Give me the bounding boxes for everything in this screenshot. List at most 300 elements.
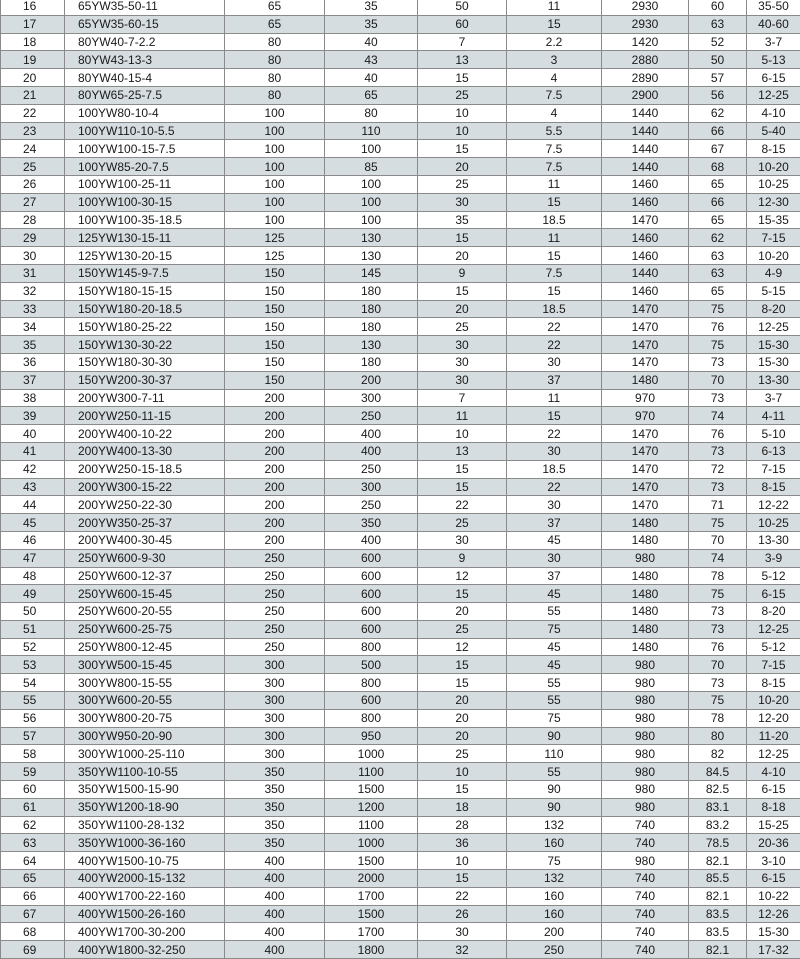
power-cell: 30 xyxy=(507,549,602,567)
efficiency-cell: 82.1 xyxy=(689,852,747,870)
row-number: 57 xyxy=(1,727,65,745)
head-cell: 20 xyxy=(418,709,507,727)
efficiency-cell: 70 xyxy=(689,371,747,389)
row-number: 28 xyxy=(1,211,65,229)
head-cell: 10 xyxy=(418,104,507,122)
power-cell: 110 xyxy=(507,745,602,763)
range-cell: 35-50 xyxy=(747,0,800,15)
speed-cell: 1470 xyxy=(602,318,689,336)
table-row xyxy=(1,442,800,460)
head-cell: 7 xyxy=(418,33,507,51)
head-cell: 50 xyxy=(418,0,507,15)
efficiency-cell: 83.1 xyxy=(689,798,747,816)
range-cell: 6-15 xyxy=(747,781,800,799)
table-row xyxy=(1,674,800,692)
head-cell: 15 xyxy=(418,870,507,888)
table-row xyxy=(1,104,800,122)
speed-cell: 1470 xyxy=(602,496,689,514)
model-cell: 125YW130-15-11 xyxy=(65,229,225,247)
model-cell: 150YW130-30-22 xyxy=(65,336,225,354)
power-cell: 11 xyxy=(507,229,602,247)
flow-cell: 1500 xyxy=(325,852,418,870)
head-cell: 30 xyxy=(418,531,507,549)
row-number: 64 xyxy=(1,852,65,870)
table-row xyxy=(1,51,800,69)
head-cell: 20 xyxy=(418,300,507,318)
row-number: 21 xyxy=(1,86,65,104)
table-row xyxy=(1,620,800,638)
table-row xyxy=(1,229,800,247)
flow-cell: 400 xyxy=(325,531,418,549)
table-row xyxy=(1,69,800,87)
row-number: 52 xyxy=(1,638,65,656)
head-cell: 18 xyxy=(418,798,507,816)
diameter-cell: 350 xyxy=(225,816,325,834)
efficiency-cell: 78 xyxy=(689,567,747,585)
flow-cell: 180 xyxy=(325,353,418,371)
diameter-cell: 150 xyxy=(225,264,325,282)
table-row xyxy=(1,33,800,51)
diameter-cell: 250 xyxy=(225,620,325,638)
power-cell: 11 xyxy=(507,175,602,193)
power-cell: 250 xyxy=(507,941,602,959)
power-cell: 160 xyxy=(507,834,602,852)
power-cell: 55 xyxy=(507,763,602,781)
model-cell: 200YW350-25-37 xyxy=(65,514,225,532)
range-cell: 7-15 xyxy=(747,460,800,478)
table-row xyxy=(1,122,800,140)
table-row xyxy=(1,763,800,781)
model-cell: 300YW800-20-75 xyxy=(65,709,225,727)
efficiency-cell: 84.5 xyxy=(689,763,747,781)
power-cell: 2.2 xyxy=(507,33,602,51)
diameter-cell: 100 xyxy=(225,211,325,229)
head-cell: 13 xyxy=(418,51,507,69)
model-cell: 400YW1700-30-200 xyxy=(65,923,225,941)
head-cell: 12 xyxy=(418,638,507,656)
diameter-cell: 300 xyxy=(225,709,325,727)
model-cell: 300YW1000-25-110 xyxy=(65,745,225,763)
flow-cell: 400 xyxy=(325,442,418,460)
head-cell: 28 xyxy=(418,816,507,834)
table-row xyxy=(1,531,800,549)
power-cell: 22 xyxy=(507,478,602,496)
diameter-cell: 400 xyxy=(225,870,325,888)
table-row xyxy=(1,496,800,514)
efficiency-cell: 76 xyxy=(689,318,747,336)
head-cell: 60 xyxy=(418,15,507,33)
model-cell: 150YW200-30-37 xyxy=(65,371,225,389)
range-cell: 17-32 xyxy=(747,941,800,959)
head-cell: 15 xyxy=(418,282,507,300)
head-cell: 13 xyxy=(418,442,507,460)
power-cell: 160 xyxy=(507,905,602,923)
flow-cell: 600 xyxy=(325,603,418,621)
table-row xyxy=(1,941,800,959)
model-cell: 150YW180-25-22 xyxy=(65,318,225,336)
head-cell: 15 xyxy=(418,781,507,799)
efficiency-cell: 73 xyxy=(689,620,747,638)
row-number: 25 xyxy=(1,158,65,176)
diameter-cell: 200 xyxy=(225,478,325,496)
model-cell: 350YW1100-10-55 xyxy=(65,763,225,781)
efficiency-cell: 83.2 xyxy=(689,816,747,834)
flow-cell: 800 xyxy=(325,638,418,656)
diameter-cell: 400 xyxy=(225,887,325,905)
table-row xyxy=(1,603,800,621)
flow-cell: 180 xyxy=(325,318,418,336)
flow-cell: 400 xyxy=(325,425,418,443)
model-cell: 150YW180-30-30 xyxy=(65,353,225,371)
table-row xyxy=(1,745,800,763)
speed-cell: 970 xyxy=(602,407,689,425)
table-row xyxy=(1,0,800,15)
table-row xyxy=(1,425,800,443)
table-row xyxy=(1,870,800,888)
range-cell: 7-15 xyxy=(747,229,800,247)
model-cell: 300YW800-15-55 xyxy=(65,674,225,692)
speed-cell: 1470 xyxy=(602,425,689,443)
diameter-cell: 300 xyxy=(225,745,325,763)
efficiency-cell: 85.5 xyxy=(689,870,747,888)
power-cell: 75 xyxy=(507,852,602,870)
head-cell: 25 xyxy=(418,318,507,336)
speed-cell: 1460 xyxy=(602,175,689,193)
model-cell: 300YW500-15-45 xyxy=(65,656,225,674)
flow-cell: 950 xyxy=(325,727,418,745)
flow-cell: 1500 xyxy=(325,781,418,799)
table-row xyxy=(1,389,800,407)
power-cell: 90 xyxy=(507,798,602,816)
flow-cell: 600 xyxy=(325,549,418,567)
range-cell: 4-11 xyxy=(747,407,800,425)
diameter-cell: 65 xyxy=(225,15,325,33)
model-cell: 80YW40-7-2.2 xyxy=(65,33,225,51)
efficiency-cell: 82 xyxy=(689,745,747,763)
speed-cell: 980 xyxy=(602,798,689,816)
row-number: 35 xyxy=(1,336,65,354)
speed-cell: 2930 xyxy=(602,15,689,33)
model-cell: 80YW43-13-3 xyxy=(65,51,225,69)
flow-cell: 100 xyxy=(325,193,418,211)
speed-cell: 1480 xyxy=(602,514,689,532)
flow-cell: 35 xyxy=(325,0,418,15)
range-cell: 12-20 xyxy=(747,709,800,727)
row-number: 44 xyxy=(1,496,65,514)
efficiency-cell: 72 xyxy=(689,460,747,478)
row-number: 47 xyxy=(1,549,65,567)
flow-cell: 600 xyxy=(325,620,418,638)
diameter-cell: 200 xyxy=(225,496,325,514)
flow-cell: 130 xyxy=(325,336,418,354)
speed-cell: 1480 xyxy=(602,603,689,621)
row-number: 60 xyxy=(1,781,65,799)
row-number: 46 xyxy=(1,531,65,549)
model-cell: 350YW1500-15-90 xyxy=(65,781,225,799)
speed-cell: 980 xyxy=(602,549,689,567)
speed-cell: 1460 xyxy=(602,193,689,211)
range-cell: 6-13 xyxy=(747,442,800,460)
row-number: 40 xyxy=(1,425,65,443)
flow-cell: 1500 xyxy=(325,905,418,923)
range-cell: 8-15 xyxy=(747,674,800,692)
table-row xyxy=(1,407,800,425)
efficiency-cell: 67 xyxy=(689,140,747,158)
row-number: 48 xyxy=(1,567,65,585)
table-row xyxy=(1,353,800,371)
model-cell: 300YW600-20-55 xyxy=(65,692,225,710)
diameter-cell: 150 xyxy=(225,371,325,389)
power-cell: 55 xyxy=(507,692,602,710)
diameter-cell: 200 xyxy=(225,407,325,425)
table-row xyxy=(1,193,800,211)
flow-cell: 40 xyxy=(325,69,418,87)
row-number: 18 xyxy=(1,33,65,51)
row-number: 56 xyxy=(1,709,65,727)
power-cell: 7.5 xyxy=(507,264,602,282)
range-cell: 13-30 xyxy=(747,531,800,549)
table-row xyxy=(1,300,800,318)
diameter-cell: 125 xyxy=(225,229,325,247)
speed-cell: 1470 xyxy=(602,478,689,496)
model-cell: 150YW180-20-18.5 xyxy=(65,300,225,318)
power-cell: 4 xyxy=(507,69,602,87)
head-cell: 9 xyxy=(418,264,507,282)
table-row xyxy=(1,798,800,816)
speed-cell: 740 xyxy=(602,834,689,852)
range-cell: 20-36 xyxy=(747,834,800,852)
table-row xyxy=(1,140,800,158)
speed-cell: 740 xyxy=(602,923,689,941)
range-cell: 10-25 xyxy=(747,175,800,193)
efficiency-cell: 50 xyxy=(689,51,747,69)
table-row xyxy=(1,282,800,300)
row-number: 63 xyxy=(1,834,65,852)
power-cell: 15 xyxy=(507,247,602,265)
diameter-cell: 250 xyxy=(225,638,325,656)
model-cell: 200YW400-10-22 xyxy=(65,425,225,443)
efficiency-cell: 82.5 xyxy=(689,781,747,799)
range-cell: 6-15 xyxy=(747,69,800,87)
head-cell: 36 xyxy=(418,834,507,852)
table-row xyxy=(1,247,800,265)
flow-cell: 145 xyxy=(325,264,418,282)
power-cell: 11 xyxy=(507,389,602,407)
speed-cell: 1470 xyxy=(602,353,689,371)
flow-cell: 1100 xyxy=(325,763,418,781)
speed-cell: 1470 xyxy=(602,211,689,229)
head-cell: 20 xyxy=(418,727,507,745)
flow-cell: 250 xyxy=(325,496,418,514)
efficiency-cell: 75 xyxy=(689,514,747,532)
range-cell: 11-20 xyxy=(747,727,800,745)
efficiency-cell: 73 xyxy=(689,389,747,407)
efficiency-cell: 52 xyxy=(689,33,747,51)
head-cell: 30 xyxy=(418,923,507,941)
model-cell: 400YW1800-32-250 xyxy=(65,941,225,959)
diameter-cell: 400 xyxy=(225,905,325,923)
range-cell: 3-7 xyxy=(747,389,800,407)
diameter-cell: 250 xyxy=(225,549,325,567)
range-cell: 40-60 xyxy=(747,15,800,33)
power-cell: 15 xyxy=(507,282,602,300)
power-cell: 90 xyxy=(507,781,602,799)
diameter-cell: 100 xyxy=(225,122,325,140)
flow-cell: 600 xyxy=(325,585,418,603)
efficiency-cell: 74 xyxy=(689,549,747,567)
speed-cell: 1420 xyxy=(602,33,689,51)
efficiency-cell: 76 xyxy=(689,425,747,443)
flow-cell: 180 xyxy=(325,282,418,300)
diameter-cell: 400 xyxy=(225,923,325,941)
table-row xyxy=(1,318,800,336)
table-row xyxy=(1,709,800,727)
speed-cell: 1440 xyxy=(602,264,689,282)
range-cell: 4-10 xyxy=(747,763,800,781)
diameter-cell: 400 xyxy=(225,852,325,870)
speed-cell: 1470 xyxy=(602,300,689,318)
range-cell: 3-10 xyxy=(747,852,800,870)
flow-cell: 800 xyxy=(325,674,418,692)
diameter-cell: 150 xyxy=(225,300,325,318)
power-cell: 45 xyxy=(507,656,602,674)
efficiency-cell: 76 xyxy=(689,638,747,656)
diameter-cell: 150 xyxy=(225,336,325,354)
model-cell: 250YW600-25-75 xyxy=(65,620,225,638)
efficiency-cell: 74 xyxy=(689,407,747,425)
diameter-cell: 150 xyxy=(225,353,325,371)
power-cell: 22 xyxy=(507,425,602,443)
power-cell: 15 xyxy=(507,193,602,211)
head-cell: 26 xyxy=(418,905,507,923)
speed-cell: 980 xyxy=(602,656,689,674)
range-cell: 12-25 xyxy=(747,318,800,336)
row-number: 65 xyxy=(1,870,65,888)
flow-cell: 1700 xyxy=(325,887,418,905)
speed-cell: 1480 xyxy=(602,567,689,585)
efficiency-cell: 70 xyxy=(689,531,747,549)
diameter-cell: 300 xyxy=(225,692,325,710)
head-cell: 10 xyxy=(418,763,507,781)
range-cell: 6-15 xyxy=(747,585,800,603)
efficiency-cell: 63 xyxy=(689,15,747,33)
range-cell: 13-30 xyxy=(747,371,800,389)
model-cell: 65YW35-60-15 xyxy=(65,15,225,33)
flow-cell: 600 xyxy=(325,567,418,585)
flow-cell: 600 xyxy=(325,692,418,710)
efficiency-cell: 71 xyxy=(689,496,747,514)
row-number: 42 xyxy=(1,460,65,478)
model-cell: 200YW300-15-22 xyxy=(65,478,225,496)
diameter-cell: 80 xyxy=(225,69,325,87)
table-row xyxy=(1,834,800,852)
efficiency-cell: 73 xyxy=(689,478,747,496)
speed-cell: 1480 xyxy=(602,620,689,638)
row-number: 37 xyxy=(1,371,65,389)
range-cell: 5-40 xyxy=(747,122,800,140)
row-number: 32 xyxy=(1,282,65,300)
head-cell: 15 xyxy=(418,478,507,496)
speed-cell: 1440 xyxy=(602,158,689,176)
speed-cell: 970 xyxy=(602,389,689,407)
flow-cell: 500 xyxy=(325,656,418,674)
flow-cell: 1200 xyxy=(325,798,418,816)
flow-cell: 40 xyxy=(325,33,418,51)
model-cell: 200YW300-7-11 xyxy=(65,389,225,407)
model-cell: 250YW600-9-30 xyxy=(65,549,225,567)
head-cell: 25 xyxy=(418,514,507,532)
diameter-cell: 100 xyxy=(225,140,325,158)
table-row xyxy=(1,727,800,745)
power-cell: 132 xyxy=(507,816,602,834)
speed-cell: 980 xyxy=(602,781,689,799)
head-cell: 32 xyxy=(418,941,507,959)
range-cell: 15-30 xyxy=(747,353,800,371)
speed-cell: 1480 xyxy=(602,371,689,389)
power-cell: 90 xyxy=(507,727,602,745)
head-cell: 25 xyxy=(418,86,507,104)
speed-cell: 1460 xyxy=(602,282,689,300)
speed-cell: 980 xyxy=(602,763,689,781)
power-cell: 11 xyxy=(507,0,602,15)
diameter-cell: 200 xyxy=(225,514,325,532)
range-cell: 8-18 xyxy=(747,798,800,816)
flow-cell: 65 xyxy=(325,86,418,104)
speed-cell: 1470 xyxy=(602,336,689,354)
row-number: 51 xyxy=(1,620,65,638)
flow-cell: 1000 xyxy=(325,745,418,763)
head-cell: 10 xyxy=(418,852,507,870)
head-cell: 15 xyxy=(418,229,507,247)
efficiency-cell: 66 xyxy=(689,193,747,211)
head-cell: 25 xyxy=(418,620,507,638)
speed-cell: 2890 xyxy=(602,69,689,87)
row-number: 43 xyxy=(1,478,65,496)
efficiency-cell: 82.1 xyxy=(689,887,747,905)
flow-cell: 110 xyxy=(325,122,418,140)
range-cell: 15-30 xyxy=(747,923,800,941)
range-cell: 5-15 xyxy=(747,282,800,300)
diameter-cell: 200 xyxy=(225,442,325,460)
range-cell: 6-15 xyxy=(747,870,800,888)
speed-cell: 1460 xyxy=(602,229,689,247)
table-row xyxy=(1,781,800,799)
table-row xyxy=(1,638,800,656)
speed-cell: 980 xyxy=(602,727,689,745)
table-row xyxy=(1,86,800,104)
table-row xyxy=(1,905,800,923)
diameter-cell: 100 xyxy=(225,175,325,193)
power-cell: 55 xyxy=(507,674,602,692)
diameter-cell: 100 xyxy=(225,104,325,122)
row-number: 50 xyxy=(1,603,65,621)
diameter-cell: 80 xyxy=(225,86,325,104)
efficiency-cell: 57 xyxy=(689,69,747,87)
power-cell: 30 xyxy=(507,353,602,371)
speed-cell: 980 xyxy=(602,674,689,692)
speed-cell: 740 xyxy=(602,816,689,834)
power-cell: 18.5 xyxy=(507,211,602,229)
diameter-cell: 200 xyxy=(225,460,325,478)
flow-cell: 1000 xyxy=(325,834,418,852)
row-number: 23 xyxy=(1,122,65,140)
speed-cell: 2900 xyxy=(602,86,689,104)
flow-cell: 35 xyxy=(325,15,418,33)
efficiency-cell: 65 xyxy=(689,175,747,193)
table-row xyxy=(1,852,800,870)
range-cell: 4-9 xyxy=(747,264,800,282)
head-cell: 30 xyxy=(418,193,507,211)
